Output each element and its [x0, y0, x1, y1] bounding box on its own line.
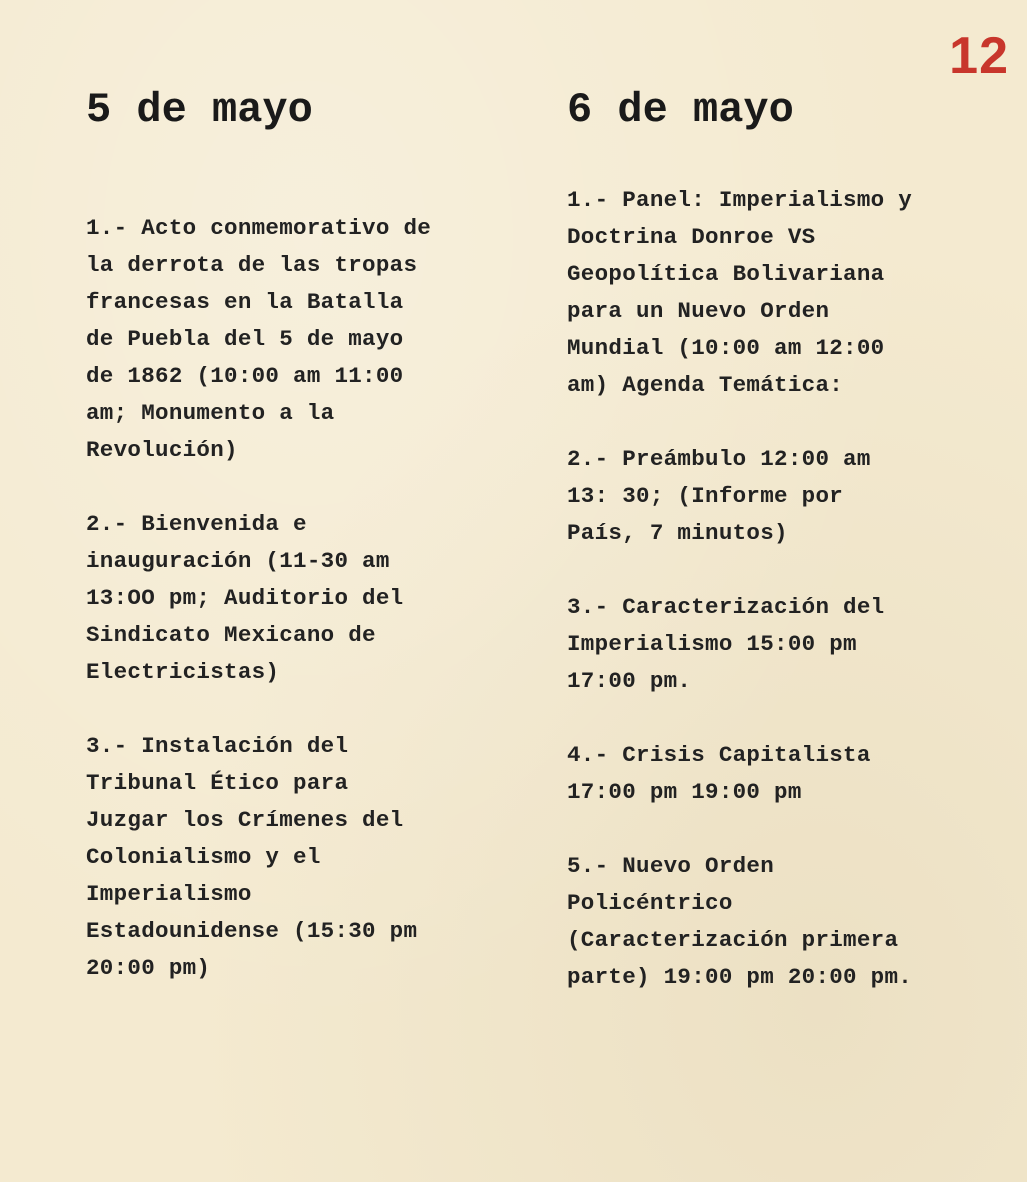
agenda-item: 1.- Panel: Imperialismo y Doctrina Donroe VS Geopolítica Bolivariana para un Nuevo Orden Mundial (10:00 am 12:00 am) Agenda Temática: [567, 187, 913, 398]
agenda-list-may-6 [567, 182, 987, 1033]
day-title-may-6: 6 de mayo [567, 86, 794, 134]
agenda-item: 3.- Caracterización del Imperialismo 15:00 pm 17:00 pm. [567, 594, 885, 694]
agenda-list-may-5 [86, 210, 506, 1024]
agenda-item: 5.- Nuevo Orden Policéntrico (Caracterización primera parte) 19:00 pm 20:00 pm. [567, 853, 913, 990]
page-number: 12 [949, 27, 1009, 85]
agenda-item: 4.- Crisis Capitalista 17:00 pm 19:00 pm [567, 742, 871, 805]
agenda-item: 2.- Preámbulo 12:00 am 13: 30; (Informe por País, 7 minutos) [567, 446, 871, 546]
agenda-item: 3.- Instalación del Tribunal Ético para Juzgar los Crímenes del Colonialismo y el Imperialismo Estadounidense (15:30 pm 20:00 pm) [86, 733, 418, 981]
agenda-item: 2.- Bienvenida e inauguración (11-30 am 13:OO pm; Auditorio del Sindicato Mexicano de Electricistas) [86, 511, 404, 685]
agenda-item: 1.- Acto conmemorativo de la derrota de las tropas francesas en la Batalla de Puebla del 5 de mayo de 1862 (10:00 am 11:00 am; Monumento a la Revolución) [86, 215, 432, 463]
day-title-may-5: 5 de mayo [86, 86, 313, 134]
